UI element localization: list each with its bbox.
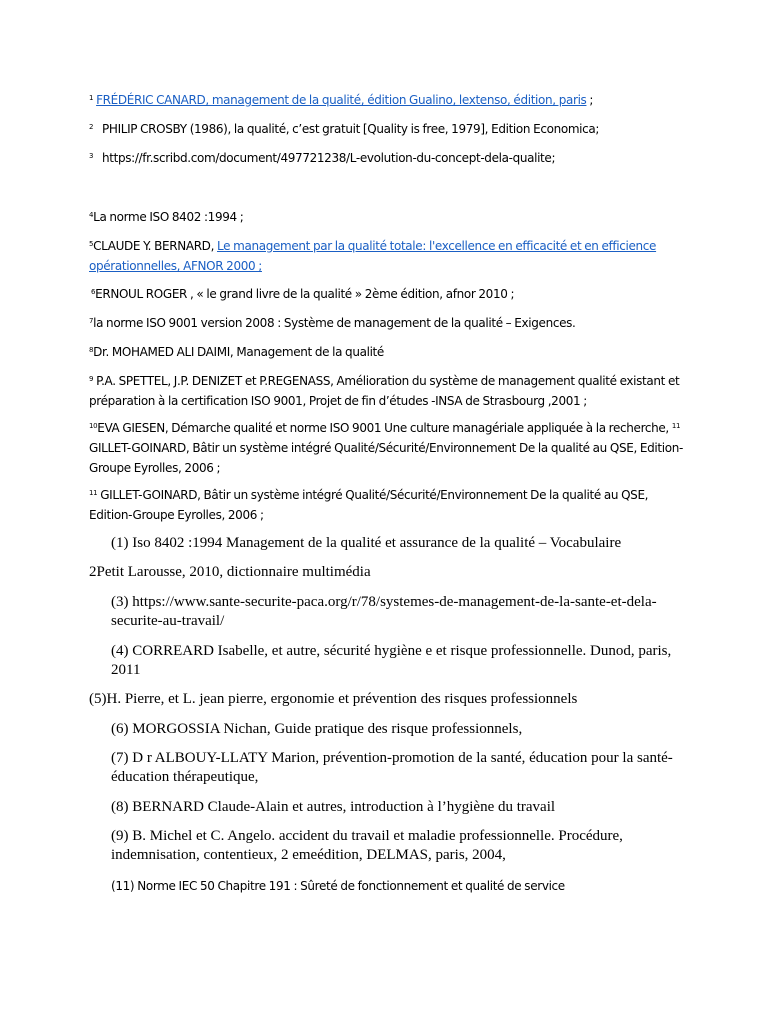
reference-1: (1) Iso 8402 :1994 Management de la qualité et assurance de la qualité – Vocabulaire <box>111 535 622 551</box>
footnote-text: ERNOUL ROGER , « le grand livre de la qualité » 2ème édition, afnor 2010 ; <box>95 287 515 301</box>
footnote-text: https://fr.scribd.com/document/497721238/L-evolution-du-concept-dela-qualite; <box>102 151 556 165</box>
footnote-prefix: CLAUDE Y. BERNARD, <box>93 239 218 253</box>
footnote-text: La norme ISO 8402 :1994 ; <box>93 210 244 224</box>
footnote-number: 3 <box>89 152 94 160</box>
footnote-text-line2: Edition-Groupe Eyrolles, 2006 ; <box>89 508 264 522</box>
reference-4: (4) CORREARD Isabelle, et autre, sécurité hygiène e et risque professionnelle. Dunod, paris, 2011 <box>111 643 672 678</box>
footnote-1 <box>89 90 689 110</box>
footnote-11 <box>89 485 689 525</box>
footnote-suffix: ; <box>586 93 594 107</box>
footnote-link[interactable]: FRÉDÉRIC CANARD, management de la qualité, édition Gualino, lextenso, édition, paris <box>96 93 587 107</box>
footnote-4 <box>89 207 689 227</box>
footnote-9 <box>89 371 689 411</box>
footnote-number: 9 <box>89 375 94 383</box>
footnote-text: PHILIP CROSBY (1986), la qualité, c’est gratuit [Quality is free, 1979], Edition Economica; <box>102 122 600 136</box>
footnote-number: 4 <box>89 211 94 219</box>
footnote-10 <box>89 418 689 478</box>
footnote-number: 10 <box>89 422 98 430</box>
footnote-inline-number: 11 <box>671 422 681 430</box>
footnote-link-line2[interactable]: opérationnelles, AFNOR 2000 ; <box>89 259 262 273</box>
reference-8: (8) BERNARD Claude-Alain et autres, introduction à l’hygiène du travail <box>111 799 556 815</box>
footnote-number: 1 <box>89 94 94 102</box>
footnote-8 <box>89 342 689 362</box>
reference-5: (5)H. Pierre, et L. jean pierre, ergonomie et prévention des risques professionnels <box>89 691 578 707</box>
footnote-number: 6 <box>91 288 96 296</box>
footnote-text-line3: Groupe Eyrolles, 2006 ; <box>89 461 221 475</box>
reference-3: (3) https://www.sante-securite-paca.org/r/78/systemes-de-management-de-la-sante-et-dela- securite-au-travail/ <box>111 594 657 629</box>
footnote-text-line2: GILLET-GOINARD, Bâtir un système intégré Qualité/Sécurité/Environnement De la qualité au QSE, Edition- <box>89 441 683 455</box>
reference-11: (11) Norme IEC 50 Chapitre 191 : Sûreté de fonctionnement et qualité de service <box>111 879 565 893</box>
footnote-text-line1: GILLET-GOINARD, Bâtir un système intégré Qualité/Sécurité/Environnement De la qualité au QSE, <box>100 488 649 502</box>
footnote-2 <box>89 119 689 139</box>
reference-2: 2Petit Larousse, 2010, dictionnaire multimédia <box>89 564 371 580</box>
reference-7: (7) D r ALBOUY-LLATY Marion, prévention-promotion de la santé, éducation pour la santé- éducation thérapeutique, <box>111 750 673 785</box>
footnote-number: 11 <box>89 489 98 497</box>
footnote-text-line1: EVA GIESEN, Démarche qualité et norme ISO 9001 Une culture managériale appliquée à la recherche, <box>97 421 672 435</box>
reference-9: (9) B. Michel et C. Angelo. accident du travail et maladie professionnelle. Procédure, indemnisation, contentieux, 2 emeédition, DELMAS, paris, 2004, <box>111 828 623 863</box>
footnote-number: 8 <box>89 346 94 354</box>
footnote-6 <box>91 284 691 304</box>
footnote-7 <box>89 313 689 333</box>
footnote-number: 5 <box>89 240 94 248</box>
footnote-text-line2: préparation à la certification ISO 9001, Projet de fin d’études -INSA de Strasbourg ,2001 ; <box>89 394 587 408</box>
footnote-text: Dr. MOHAMED ALI DAIMI, Management de la qualité <box>93 345 384 359</box>
footnote-5 <box>89 236 689 276</box>
footnote-3 <box>89 148 689 168</box>
footnote-number: 2 <box>89 123 94 131</box>
reference-6: (6) MORGOSSIA Nichan, Guide pratique des risque professionnels, <box>111 721 523 737</box>
footnote-number: 7 <box>89 317 94 325</box>
footnote-text: la norme ISO 9001 version 2008 : Système de management de la qualité – Exigences. <box>93 316 576 330</box>
footnote-text-line1: P.A. SPETTEL, J.P. DENIZET et P.REGENASS, Amélioration du système de management qualité existant et <box>96 374 680 388</box>
footnote-link-line1[interactable]: Le management par la qualité totale: l'excellence en efficacité et en efficience <box>217 239 657 253</box>
